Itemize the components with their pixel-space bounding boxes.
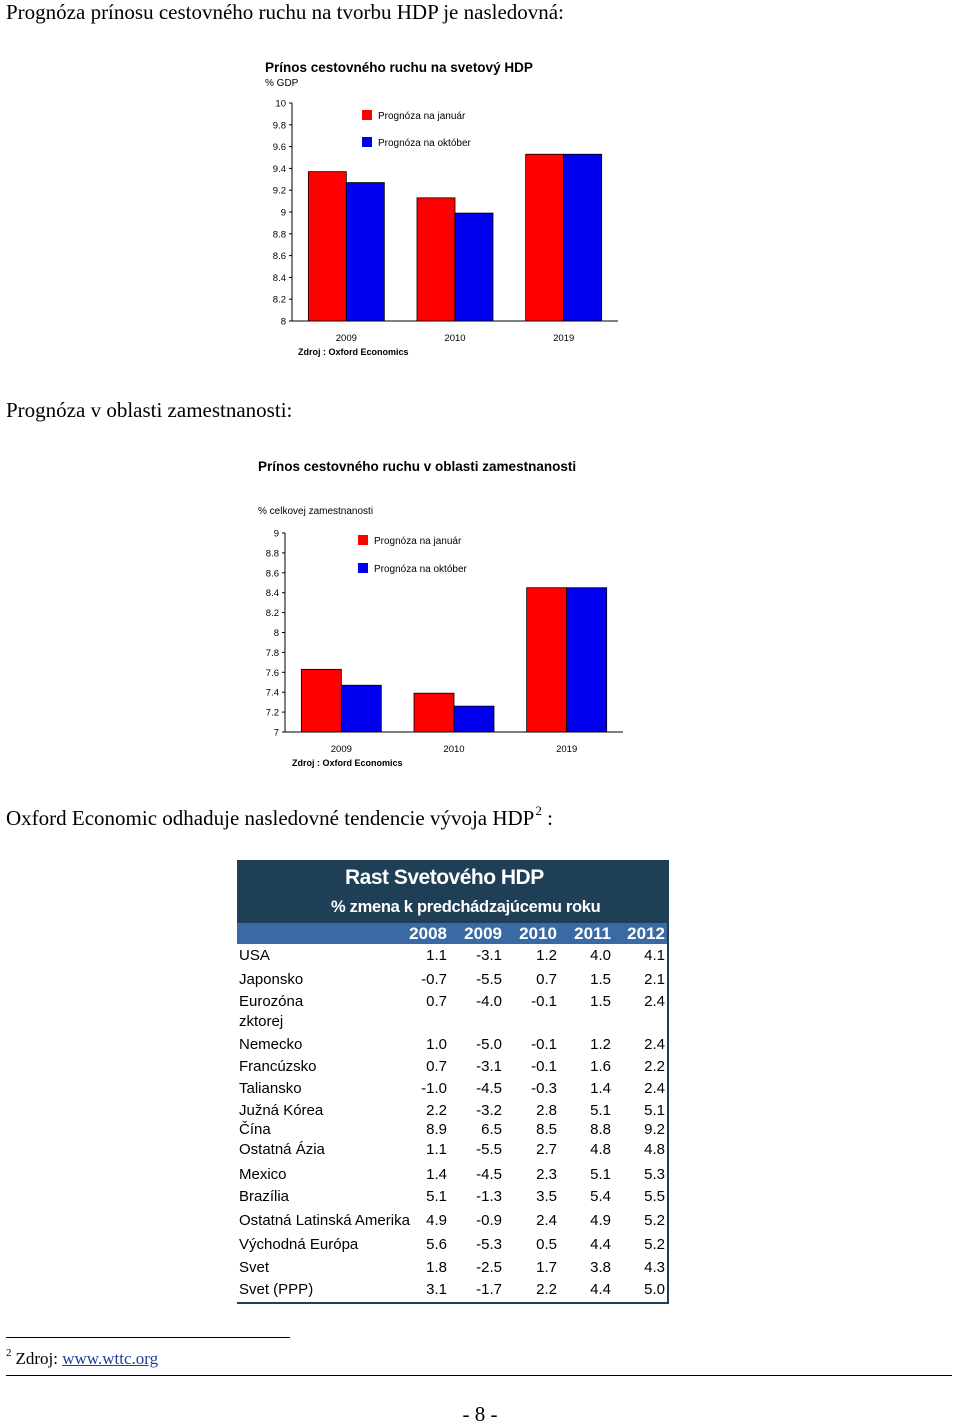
chart-source: Zdroj : Oxford Economics: [298, 347, 409, 357]
table-cell-value: 9.2: [644, 1121, 665, 1138]
gdp-table-subtitle: % zmena k predchádzajúcemu roku: [331, 898, 601, 916]
table-cell-value: 0.5: [536, 1236, 557, 1253]
table-cell-value: 5.1: [590, 1166, 611, 1183]
table-cell-value: -4.0: [476, 993, 502, 1010]
table-row: [237, 947, 667, 967]
table-cell-value: 2.4: [644, 1036, 665, 1053]
chart-y-tick-label: 9.8: [272, 120, 286, 132]
chart-gdp: [250, 52, 630, 364]
chart-legend-label: Prognóza na október: [374, 564, 467, 575]
table-cell-value: -0.7: [421, 971, 447, 988]
chart-bar-october: [455, 213, 493, 321]
table-row: [237, 1121, 667, 1141]
table-cell-value: 5.5: [644, 1188, 665, 1205]
chart-bar-january: [526, 154, 564, 321]
chart-legend-swatch: [358, 563, 368, 573]
table-cell-value: 2.4: [536, 1212, 557, 1229]
chart-legend-label: Prognóza na január: [374, 536, 462, 547]
chart-employment: [245, 452, 635, 776]
table-cell-value: -5.3: [476, 1236, 502, 1253]
table-cell-value: -4.5: [476, 1166, 502, 1183]
table-row: [237, 1036, 667, 1056]
table-cell-value: 4.4: [590, 1236, 611, 1253]
table-row: [237, 1102, 667, 1122]
table-cell-value: -0.9: [476, 1212, 502, 1229]
chart-bar-january: [308, 172, 346, 321]
heading-gdp-forecast: Prognóza prínosu cestovného ruchu na tvorbu HDP je nasledovná:: [6, 0, 564, 24]
chart-y-tick-label: 7: [273, 727, 279, 739]
table-cell-value: 1.1: [426, 1141, 447, 1158]
chart-x-tick-label: 2009: [330, 744, 352, 755]
table-cell-value: 0.7: [426, 1058, 447, 1075]
table-cell-value: 2.1: [644, 971, 665, 988]
table-cell-value: 1.1: [426, 947, 447, 964]
chart-x-tick-label: 2019: [556, 744, 578, 755]
footnote: [6, 1349, 158, 1369]
chart-y-tick-label: 9.6: [272, 142, 286, 154]
chart-bar-january: [301, 669, 341, 732]
chart-y-tick-label: 9.2: [272, 185, 286, 197]
table-cell-value: 5.0: [644, 1281, 665, 1298]
table-cell-value: 6.5: [481, 1121, 502, 1138]
table-cell-value: 4.8: [644, 1141, 665, 1158]
gdp-table-title: Rast Svetového HDP: [345, 866, 544, 889]
table-cell-value: 1.4: [590, 1080, 611, 1097]
table-cell-value: 0.7: [426, 993, 447, 1010]
table-cell-value: 1.8: [426, 1259, 447, 1276]
table-cell-value: 5.1: [590, 1102, 611, 1119]
footnote-label: Zdroj:: [15, 1349, 58, 1368]
table-cell-value: 2.4: [644, 1080, 665, 1097]
table-row-country: Východná Európa: [239, 1236, 359, 1253]
table-row-country: Ostatná Latinská Amerika: [239, 1212, 410, 1229]
table-cell-value: 8.5: [536, 1121, 557, 1138]
table-cell-value: 1.5: [590, 971, 611, 988]
heading-gdp-trends-text: Oxford Economic odhaduje nasledovné tendencie vývoja HDP: [6, 806, 535, 830]
table-row: [237, 1259, 667, 1279]
chart-bar-october: [567, 588, 607, 732]
table-cell-value: 1.2: [590, 1036, 611, 1053]
table-cell-value: 1.0: [426, 1036, 447, 1053]
footnote-ref[interactable]: 2: [535, 803, 542, 818]
chart-bar-january: [527, 588, 567, 732]
table-cell-value: -5.0: [476, 1036, 502, 1053]
chart-y-tick-label: 8.8: [272, 229, 286, 241]
table-cell-value: 5.1: [644, 1102, 665, 1119]
gdp-table-header: [237, 860, 667, 944]
chart-source: Zdroj : Oxford Economics: [292, 758, 403, 768]
table-cell-value: 3.8: [590, 1259, 611, 1276]
table-row: [237, 1188, 667, 1208]
table-row: [237, 1058, 667, 1078]
table-cell-value: 1.7: [536, 1259, 557, 1276]
chart-legend-label: Prognóza na január: [378, 111, 466, 122]
footnote-number: 2: [6, 1347, 12, 1359]
gdp-year-header: 2011: [574, 924, 611, 943]
gdp-year-header: 2012: [627, 924, 665, 943]
gdp-table-years: [237, 923, 667, 944]
table-row: [237, 1166, 667, 1186]
chart-y-tick-label: 7.6: [265, 667, 279, 679]
table-row-country: Ostatná Ázia: [239, 1141, 325, 1158]
gdp-year-header: 2010: [519, 924, 557, 943]
table-row: [237, 1013, 667, 1033]
table-row-country: Taliansko: [239, 1080, 302, 1097]
table-row: [237, 1281, 667, 1301]
chart-y-tick-label: 8.4: [265, 588, 279, 600]
table-cell-value: 1.5: [590, 993, 611, 1010]
gdp-year-header: 2008: [409, 924, 447, 943]
table-cell-value: -0.1: [531, 1058, 557, 1075]
heading-employment-forecast: Prognóza v oblasti zamestnanosti:: [6, 398, 293, 422]
table-cell-value: 2.8: [536, 1102, 557, 1119]
chart-x-tick-label: 2010: [444, 333, 466, 344]
table-row-country: Francúzsko: [239, 1058, 317, 1075]
heading-gdp-trends: [6, 803, 553, 830]
table-row: [237, 1236, 667, 1256]
chart-y-tick-label: 8.4: [272, 272, 286, 284]
table-cell-value: 0.7: [536, 971, 557, 988]
chart-y-tick-label: 7.2: [265, 707, 279, 719]
table-row-country: Južná Kórea: [239, 1102, 324, 1119]
chart-y-tick-label: 8.6: [265, 568, 279, 580]
table-cell-value: 2.2: [536, 1281, 557, 1298]
table-cell-value: 4.4: [590, 1281, 611, 1298]
table-cell-value: -1.0: [421, 1080, 447, 1097]
table-cell-value: 5.3: [644, 1166, 665, 1183]
table-row-country: Mexico: [239, 1166, 287, 1183]
table-row: [237, 1212, 667, 1232]
table-cell-value: 2.2: [644, 1058, 665, 1075]
table-cell-value: 3.1: [426, 1281, 447, 1298]
chart-y-tick-label: 7.4: [265, 687, 279, 699]
table-cell-value: -5.5: [476, 1141, 502, 1158]
chart-y-tick-label: 8: [273, 628, 279, 639]
table-cell-value: -5.5: [476, 971, 502, 988]
table-cell-value: -0.3: [531, 1080, 557, 1097]
table-cell-value: 1.6: [590, 1058, 611, 1075]
table-cell-value: 4.9: [590, 1212, 611, 1229]
table-row-country: Eurozóna: [239, 993, 304, 1010]
table-row-country: Svet: [239, 1259, 270, 1276]
chart-y-tick-label: 8: [280, 316, 286, 328]
table-row-country: Čína: [239, 1121, 271, 1138]
chart-y-tick-label: 9: [280, 207, 286, 219]
heading-gdp-trends-tail: :: [547, 806, 553, 830]
table-cell-value: 4.1: [644, 947, 665, 964]
table-cell-value: -1.7: [476, 1281, 502, 1298]
chart-legend-label: Prognóza na október: [378, 138, 471, 149]
footnote-link[interactable]: www.wttc.org: [62, 1349, 159, 1368]
chart-y-axis-label: % celkovej zamestnanosti: [258, 506, 374, 517]
table-cell-value: -1.3: [476, 1188, 502, 1205]
table-row: [237, 971, 667, 991]
table-cell-value: 5.4: [590, 1188, 611, 1205]
table-row-country: Svet (PPP): [239, 1281, 314, 1298]
table-cell-value: 4.9: [426, 1212, 447, 1229]
table-cell-value: 8.8: [590, 1121, 611, 1138]
table-row-country: Brazília: [239, 1188, 290, 1205]
chart-bar-october: [346, 183, 384, 321]
chart-y-tick-label: 9.4: [272, 163, 286, 175]
chart-y-tick-label: 10: [275, 98, 286, 110]
chart-gdp-svg: [250, 52, 630, 364]
table-cell-value: 5.1: [426, 1188, 447, 1205]
table-cell-value: -0.1: [531, 1036, 557, 1053]
table-cell-value: 2.4: [644, 993, 665, 1010]
table-cell-value: 5.6: [426, 1236, 447, 1253]
chart-y-tick-label: 9: [273, 528, 279, 540]
table-cell-value: 2.3: [536, 1166, 557, 1183]
chart-bar-october: [341, 685, 381, 732]
chart-x-tick-label: 2010: [443, 744, 465, 755]
table-row: [237, 1080, 667, 1100]
table-cell-value: 2.2: [426, 1102, 447, 1119]
gdp-growth-table: [237, 860, 669, 1304]
table-cell-value: 4.3: [644, 1259, 665, 1276]
footnote-divider: [6, 1337, 290, 1338]
table-cell-value: -2.5: [476, 1259, 502, 1276]
table-cell-value: 2.7: [536, 1141, 557, 1158]
chart-y-axis-label: % GDP: [265, 78, 299, 89]
gdp-year-header: 2009: [464, 924, 502, 943]
chart-title: Prínos cestovného ruchu na svetový HDP: [265, 60, 533, 75]
chart-y-tick-label: 8.6: [272, 251, 286, 263]
table-cell-value: -3.1: [476, 1058, 502, 1075]
table-row-country: Japonsko: [239, 971, 304, 988]
table-row-country: Nemecko: [239, 1036, 303, 1053]
chart-x-tick-label: 2019: [553, 333, 575, 344]
table-cell-value: -4.5: [476, 1080, 502, 1097]
chart-bar-october: [454, 706, 494, 732]
table-cell-value: -3.2: [476, 1102, 502, 1119]
page-footer-divider: [6, 1375, 952, 1376]
table-cell-value: 1.4: [426, 1166, 447, 1183]
chart-legend-swatch: [362, 137, 372, 147]
chart-y-tick-label: 8.8: [265, 548, 279, 560]
table-row: [237, 993, 667, 1013]
chart-bar-january: [417, 198, 455, 321]
table-row-country: zktorej: [239, 1013, 284, 1030]
table-row-country: USA: [239, 947, 270, 964]
table-cell-value: 5.2: [644, 1236, 665, 1253]
chart-bar-january: [414, 693, 454, 732]
chart-legend-swatch: [358, 535, 368, 545]
table-cell-value: 4.8: [590, 1141, 611, 1158]
chart-x-tick-label: 2009: [335, 333, 357, 344]
chart-y-tick-label: 8.2: [272, 294, 286, 306]
table-cell-value: -3.1: [476, 947, 502, 964]
chart-y-tick-label: 8.2: [265, 608, 279, 620]
table-row: [237, 1141, 667, 1161]
table-cell-value: 5.2: [644, 1212, 665, 1229]
chart-title: Prínos cestovného ruchu v oblasti zamestnanosti: [258, 459, 577, 474]
page-number: - 8 -: [462, 1402, 498, 1426]
table-cell-value: 1.2: [536, 947, 557, 964]
chart-bar-october: [564, 154, 602, 321]
chart-legend-swatch: [362, 110, 372, 120]
table-cell-value: -0.1: [531, 993, 557, 1010]
chart-y-tick-label: 7.8: [265, 647, 279, 659]
table-cell-value: 4.0: [590, 947, 611, 964]
chart-employment-svg: [245, 452, 635, 776]
table-cell-value: 3.5: [536, 1188, 557, 1205]
table-cell-value: 8.9: [426, 1121, 447, 1138]
